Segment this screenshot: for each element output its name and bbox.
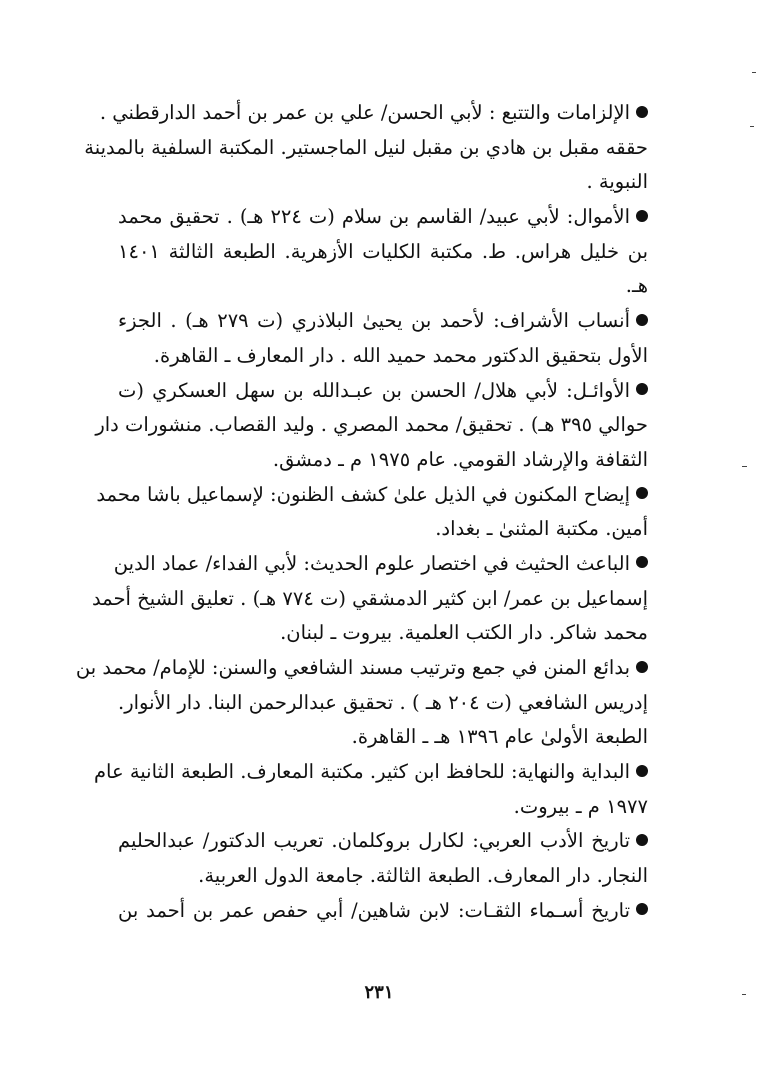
entry-line: بن خليل هراس. ط. مكتبة الكليات الأزهرية. الطبعة الثالثة ١٤٠١ — [118, 239, 648, 263]
bullet-icon — [636, 314, 648, 326]
page-number: ٢٣١ — [364, 982, 394, 1003]
bullet-icon — [636, 106, 648, 118]
bibliography-entry — [91, 547, 648, 651]
entry-line: إسماعيل بن عمر/ ابن كثير الدمشقي (ت ٧٧٤ هـ) . تعليق الشيخ أحمد — [91, 586, 648, 610]
entry-line: البداية والنهاية: للحافظ ابن كثير. مكتبة المعارف. الطبعة الثانية عام — [118, 755, 648, 790]
entry-line: إيضاح المكنون في الذيل علىٰ كشف الظنون: لإسماعيل باشا محمد — [118, 478, 648, 513]
bibliography-entry — [75, 651, 648, 755]
entry-line: الأموال: لأبي عبيد/ القاسم بن سلام (ت ٢٢٤ هـ) . تحقيق محمد — [118, 200, 648, 235]
bibliography-page — [75, 96, 648, 976]
entry-line: محمد شاكر. دار الكتب العلمية. بيروت ـ لبنان. — [280, 621, 648, 645]
scan-mark — [750, 126, 754, 127]
bibliography-entry — [118, 824, 648, 893]
entry-line: الأوائـل: لأبي هلال/ الحسن بن عبـدالله بن سهل العسكري (ت — [118, 374, 648, 409]
bullet-icon — [636, 903, 648, 915]
bibliography-entry — [93, 755, 648, 824]
entry-line: حوالي ٣٩٥ هـ) . تحقيق/ محمد المصري . وليد القصاب. منشورات دار — [95, 413, 648, 437]
scan-mark — [742, 466, 747, 467]
entry-line: النبوية . — [586, 170, 648, 194]
entry-line: الإلزامات والتتبع : لأبي الحسن/ علي بن عمر بن أحمد الدارقطني . — [118, 96, 648, 131]
bullet-icon — [636, 210, 648, 222]
bibliography-entry — [118, 894, 648, 929]
entry-line: تاريخ أسـماء الثقـات: لابن شاهين/ أبي حفص عمر بن أحمد بن — [118, 894, 648, 929]
entry-line: الأول بتحقيق الدكتور محمد حميد الله . دار المعارف ـ القاهرة. — [153, 343, 648, 367]
bibliography-entry — [96, 478, 648, 547]
entry-line: بدائع المنن في جمع وترتيب مسند الشافعي والسنن: للإمام/ محمد بن — [118, 651, 648, 686]
entry-line: ١٩٧٧ م ـ بيروت. — [513, 794, 648, 818]
scan-mark — [752, 72, 756, 73]
entry-line: الطبعة الأولىٰ عام ١٣٩٦ هـ ـ القاهرة. — [351, 725, 648, 749]
bullet-icon — [636, 383, 648, 395]
bullet-icon — [636, 661, 648, 673]
entry-line: الباعث الحثيث في اختصار علوم الحديث: لأبي الفداء/ عماد الدين — [118, 547, 648, 582]
bibliography-entry — [118, 200, 648, 304]
entry-line: الثقافة والإرشاد القومي. عام ١٩٧٥ م ـ دمشق. — [272, 447, 648, 471]
bibliography-entry — [84, 96, 648, 200]
bullet-icon — [636, 556, 648, 568]
entry-line: أمين. مكتبة المثنىٰ ـ بغداد. — [435, 517, 648, 541]
entry-line: هـ. — [625, 274, 648, 298]
bibliography-entry — [118, 304, 648, 373]
entry-line: تاريخ الأدب العربي: لكارل بروكلمان. تعريب الدكتور/ عبدالحليم — [118, 824, 648, 859]
entry-line: أنساب الأشراف: لأحمد بن يحيىٰ البلاذري (ت ٢٧٩ هـ) . الجزء — [118, 304, 648, 339]
bullet-icon — [636, 834, 648, 846]
entry-line: إدريس الشافعي (ت ٢٠٤ هـ ) . تحقيق عبدالرحمن البنا. دار الأنوار. — [118, 690, 648, 714]
bullet-icon — [636, 487, 648, 499]
entry-line: النجار. دار المعارف. الطبعة الثالثة. جامعة الدول العربية. — [198, 864, 648, 888]
bibliography-entry — [95, 374, 648, 478]
scan-mark — [742, 994, 746, 995]
bullet-icon — [636, 765, 648, 777]
entry-line: حققه مقبل بن هادي بن مقبل لنيل الماجستير. المكتبة السلفية بالمدينة — [84, 135, 648, 159]
